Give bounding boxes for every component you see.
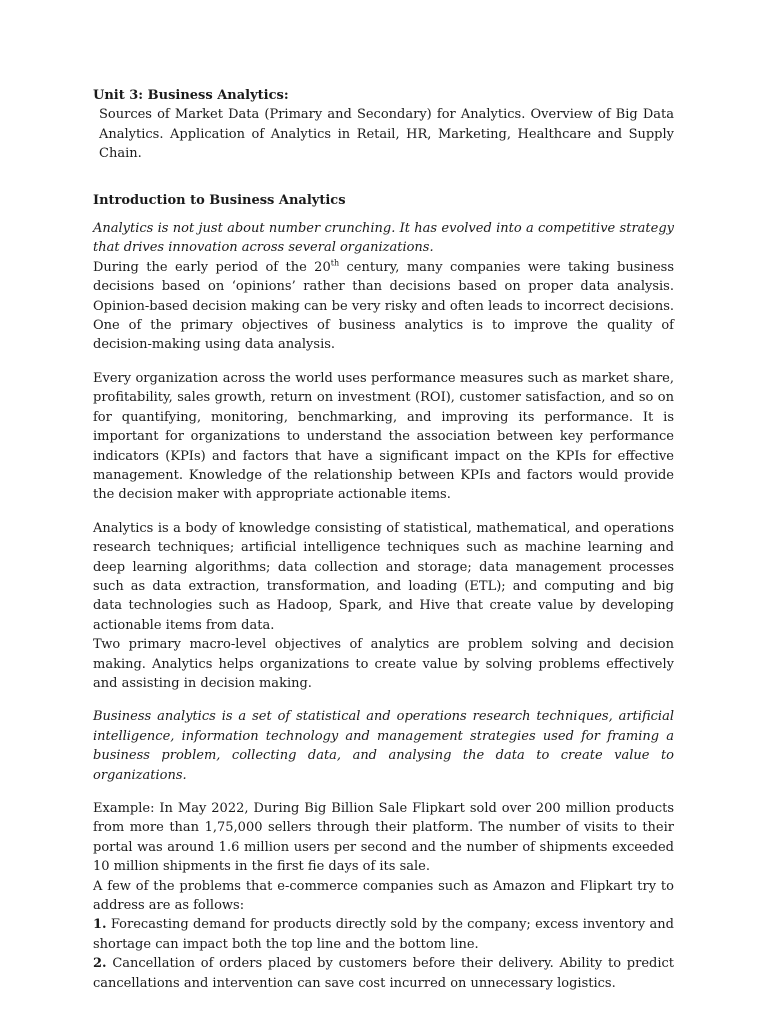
problem-number-2: 2.	[93, 956, 107, 972]
paragraph-objectives: Two primary macro-level objectives of analytics are problem solving and decision making. Analytics helps organizations to create value by solving problems effectively and assisting in decision making.	[93, 637, 674, 691]
paragraph-history	[93, 258, 674, 355]
problems-intro: A few of the problems that e-commerce companies such as Amazon and Flipkart try to address are as follows:	[93, 878, 674, 914]
problem-item-1	[93, 915, 674, 954]
problem-item-2	[93, 954, 674, 993]
unit-title: Unit 3: Business Analytics:	[93, 88, 289, 103]
unit-topics: Sources of Market Data (Primary and Secondary) for Analytics. Overview of Big Data Analytics. Application of Analytics in Retail, HR, Marketing, Healthcare and Supply Chain.	[99, 107, 674, 162]
ordinal-suffix: th	[330, 258, 340, 268]
problem-text-1: Forecasting demand for products directly sold by the company; excess inventory and shortage can impact both the top line and the bottom line.	[93, 917, 674, 952]
paragraph-analytics-body: Analytics is a body of knowledge consisting of statistical, mathematical, and operations research techniques; artificial intelligence techniques such as machine learning and deep learning algorithms; data collection and storage; data management processes such as data extraction, transformation, and loading (ETL); and computing and big data technologies such as Hadoop, Spark, and Hive that create value by developing actionable items from data.	[93, 520, 674, 633]
example-paragraph: Example: In May 2022, During Big Billion Sale Flipkart sold over 200 million products from more than 1,75,000 sellers through their platform. The number of visits to their portal was around 1.6 million users per second and the number of shipments exceeded 10 million shipments in the first fie days of its sale.	[93, 801, 674, 875]
problem-number-1: 1.	[93, 917, 107, 933]
paragraph-performance: Every organization across the world uses performance measures such as market share, profitability, sales growth, return on investment (ROI), customer satisfaction, and so on for quantifying, monitoring, benchmarking, and improving its performance. It is important for organizations to understand the association between key performance indicators (KPIs) and factors that have a significant impact on the KPIs for effective management. Knowledge of the relationship between KPIs and factors would provide the decision maker with appropriate actionable items.	[93, 370, 674, 503]
document-page	[93, 86, 674, 993]
definition-paragraph: Business analytics is a set of statistical and operations research techniques, artificial intelligence, information technology and management strategies used for framing a business problem, collecting data, and analysing the data to create value to organizations.	[93, 709, 674, 783]
paragraph-history-start: During the early period of the 20	[93, 259, 331, 275]
section-heading: Introduction to Business Analytics	[93, 192, 346, 208]
problem-text-2: Cancellation of orders placed by customers before their delivery. Ability to predict cancellations and intervention can save cost incurred on unnecessary logistics.	[93, 956, 674, 991]
intro-quote: Analytics is not just about number crunching. It has evolved into a competitive strategy that drives innovation across several organizations.	[93, 221, 674, 256]
paragraph-history-rest: century, many companies were taking business decisions based on ‘opinions’ rather than decisions based on proper data analysis. Opinion-based decision making can be very risky and often leads to incorrect decisions. One of the primary objectives of business analytics is to improve the quality of decision-making using data analysis.	[93, 259, 674, 353]
